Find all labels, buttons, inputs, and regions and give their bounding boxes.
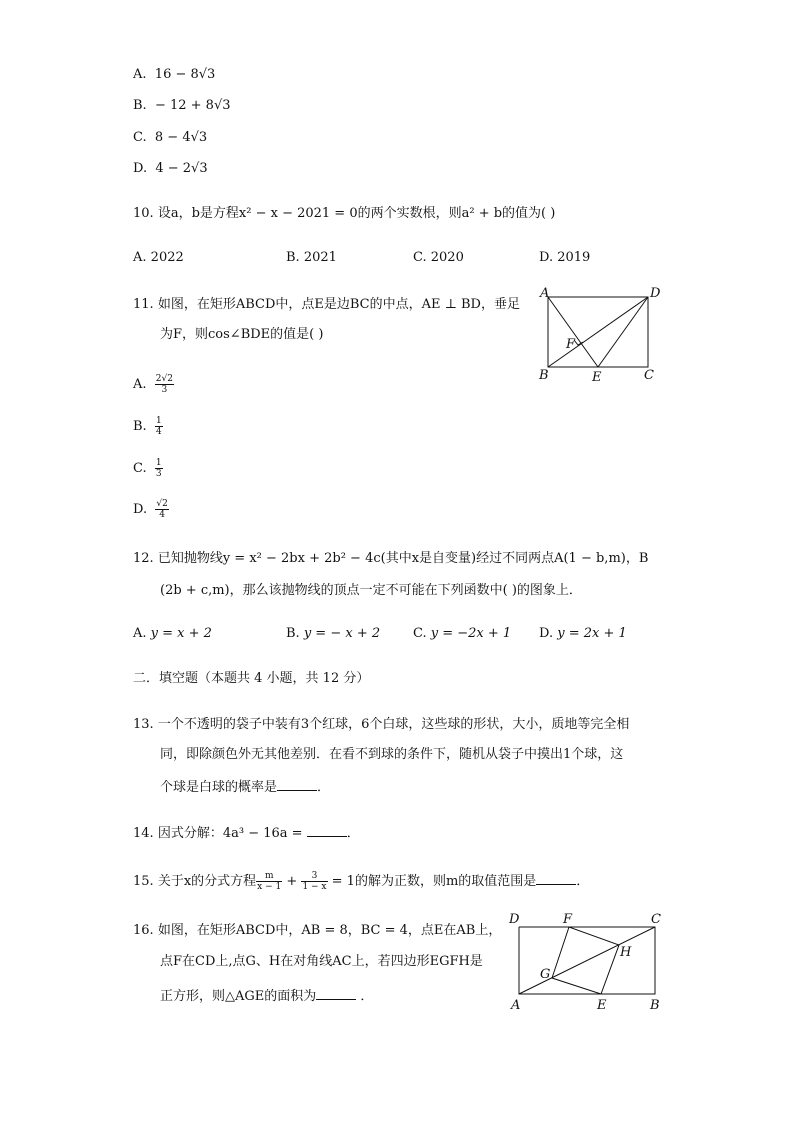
numerator: 1 bbox=[155, 458, 162, 468]
q12-option-c bbox=[413, 626, 511, 641]
q10-option-c bbox=[413, 250, 464, 265]
q13-line1 bbox=[133, 716, 629, 734]
q9-option-c bbox=[133, 129, 207, 147]
label-b: B bbox=[650, 998, 660, 1013]
q14 bbox=[133, 822, 360, 843]
question-text: (2b + c,m)，那么该抛物线的顶点一定不可能在下列函数中( )的图象上． bbox=[160, 583, 582, 598]
fraction bbox=[301, 871, 327, 892]
q10-option-d bbox=[539, 250, 590, 265]
q9-option-a bbox=[133, 66, 215, 84]
question-text: 设a，b是方程x² − x − 2021 = 0的两个实数根，则a² + b的值为( ) bbox=[157, 206, 556, 221]
question-number: 15. bbox=[133, 874, 154, 889]
label-f: F bbox=[566, 337, 576, 352]
option-label: C. bbox=[133, 130, 147, 145]
diagonal-ac bbox=[519, 927, 655, 994]
option-label: B. bbox=[286, 626, 300, 641]
question-text: 个球是白球的概率是 bbox=[160, 780, 278, 795]
fraction bbox=[155, 458, 163, 479]
option-label: A. bbox=[133, 250, 147, 265]
option-label: D. bbox=[133, 502, 148, 517]
question-text: 一个不透明的袋子中装有3个红球，6个白球，这些球的形状，大小，质地等完全相 bbox=[157, 717, 630, 732]
q12-stem-line2 bbox=[160, 582, 582, 600]
q11-option-a bbox=[133, 374, 174, 395]
option-label: A. bbox=[133, 67, 147, 82]
question-number: 16. bbox=[133, 923, 154, 938]
option-text: 2020 bbox=[430, 250, 464, 265]
option-label: D. bbox=[539, 626, 554, 641]
q9-option-d bbox=[133, 160, 208, 178]
q12-option-b bbox=[286, 626, 380, 641]
fraction bbox=[256, 871, 282, 892]
q13-line2: 同，即除颜色外无其他差别．在看不到球的条件下，随机从袋子中摸出1个球，这 bbox=[160, 747, 624, 762]
question-text: 正方形，则△AGE的面积为 bbox=[160, 989, 317, 1004]
option-text: y = 2x + 1 bbox=[557, 626, 627, 641]
question-text: = 1的解为正数，则m的取值范围是 bbox=[331, 874, 537, 889]
label-g: G bbox=[540, 967, 551, 982]
q16-line3 bbox=[160, 985, 373, 1006]
label-b: B bbox=[539, 368, 549, 383]
label-e: E bbox=[592, 370, 602, 384]
fraction bbox=[155, 499, 168, 520]
option-text: 2022 bbox=[150, 250, 184, 265]
option-text: y = − x + 2 bbox=[303, 626, 381, 641]
option-label: A. bbox=[133, 377, 147, 392]
answer-blank[interactable] bbox=[307, 822, 347, 837]
q11-option-d bbox=[133, 499, 169, 520]
option-text: − 12 + 8√3 bbox=[154, 98, 231, 113]
answer-blank[interactable] bbox=[536, 870, 576, 885]
denominator: 4 bbox=[159, 510, 165, 520]
punctuation: ． bbox=[576, 874, 590, 889]
q10-option-a bbox=[133, 250, 184, 265]
option-text: 16 − 8√3 bbox=[154, 67, 216, 82]
q11-stem-line2 bbox=[160, 326, 323, 344]
label-d: D bbox=[509, 912, 520, 927]
question-text: 已知抛物线y = x² − 2bx + 2b² − 4c(其中x是自变量)经过不同两点A(1 − b,m)，B bbox=[157, 551, 649, 566]
question-number: 14. bbox=[133, 826, 154, 841]
option-label: B. bbox=[133, 98, 147, 113]
option-text: 4 − 2√3 bbox=[155, 161, 208, 176]
numerator: 3 bbox=[301, 871, 327, 882]
punctuation: ． bbox=[317, 780, 331, 795]
question-number: 12. bbox=[133, 551, 154, 566]
option-text: y = x + 2 bbox=[150, 626, 212, 641]
option-label: C. bbox=[133, 461, 147, 476]
option-label: D. bbox=[133, 161, 148, 176]
segment-bd bbox=[548, 297, 648, 367]
option-label: C. bbox=[413, 250, 427, 265]
question-number: 13. bbox=[133, 717, 154, 732]
fraction bbox=[155, 416, 163, 437]
section-title: 二．填空题（本题共 4 小题，共 12 分） bbox=[133, 671, 370, 686]
option-label: C. bbox=[413, 626, 427, 641]
label-e: E bbox=[597, 998, 607, 1013]
segment-ae bbox=[548, 297, 598, 367]
denominator: 1 − x bbox=[302, 882, 327, 892]
question-number: 10. bbox=[133, 206, 154, 221]
denominator: 4 bbox=[155, 427, 162, 437]
question-text: 如图，在矩形ABCD中，点E是边BC的中点，AE ⊥ BD，垂足 bbox=[157, 297, 520, 312]
question-text: 如图，在矩形ABCD中，AB = 8，BC = 4，点E在AB上， bbox=[157, 923, 502, 938]
q12-option-d bbox=[539, 626, 627, 641]
numerator: √2 bbox=[156, 499, 168, 509]
denominator: 3 bbox=[155, 469, 162, 479]
q16-figure bbox=[505, 908, 665, 1016]
option-label: D. bbox=[539, 250, 554, 265]
q16-line2: 点F在CD上,点G、H在对角线AC上，若四边形EGFH是 bbox=[160, 954, 483, 969]
question-text: 为F，则cos∠BDE的值是( ) bbox=[160, 327, 324, 342]
q11-option-b bbox=[133, 416, 163, 437]
option-label: B. bbox=[133, 419, 147, 434]
label-c: C bbox=[651, 912, 661, 927]
punctuation: ． bbox=[346, 826, 360, 841]
label-a: A bbox=[511, 998, 521, 1013]
label-c: C bbox=[644, 368, 654, 383]
denominator: 3 bbox=[161, 385, 168, 395]
label-a: A bbox=[540, 286, 550, 301]
q10-stem bbox=[133, 205, 555, 223]
option-text: 8 − 4√3 bbox=[154, 130, 208, 145]
answer-blank[interactable] bbox=[277, 776, 317, 791]
question-number: 11. bbox=[133, 297, 154, 312]
question-text: 关于x的分式方程 bbox=[157, 874, 257, 889]
answer-blank[interactable] bbox=[316, 985, 356, 1000]
option-text: 2021 bbox=[303, 250, 337, 265]
punctuation: ． bbox=[360, 989, 374, 1004]
option-label: A. bbox=[133, 626, 147, 641]
q13-line3 bbox=[160, 776, 330, 797]
q11-stem-line1 bbox=[133, 296, 520, 314]
question-text: 因式分解：4a³ − 16a = bbox=[157, 826, 303, 841]
denominator: x − 1 bbox=[257, 882, 282, 892]
plus-sign: + bbox=[286, 874, 298, 889]
q16-line1 bbox=[133, 922, 501, 940]
segment-de bbox=[598, 297, 648, 367]
q11-option-c bbox=[133, 458, 163, 479]
option-text: 2019 bbox=[557, 250, 591, 265]
numerator: 1 bbox=[155, 416, 162, 426]
label-f: F bbox=[563, 912, 573, 927]
q12-option-a bbox=[133, 626, 212, 641]
option-text: y = −2x + 1 bbox=[430, 626, 512, 641]
label-d: D bbox=[650, 286, 661, 301]
option-label: B. bbox=[286, 250, 300, 265]
q15 bbox=[133, 870, 589, 892]
numerator: m bbox=[256, 871, 282, 882]
q9-option-b bbox=[133, 97, 231, 115]
q10-option-b bbox=[286, 250, 337, 265]
fraction bbox=[155, 374, 174, 395]
q11-figure bbox=[534, 284, 664, 384]
label-h: H bbox=[620, 945, 632, 960]
q12-stem-line1 bbox=[133, 550, 648, 568]
numerator: 2√2 bbox=[155, 374, 173, 384]
